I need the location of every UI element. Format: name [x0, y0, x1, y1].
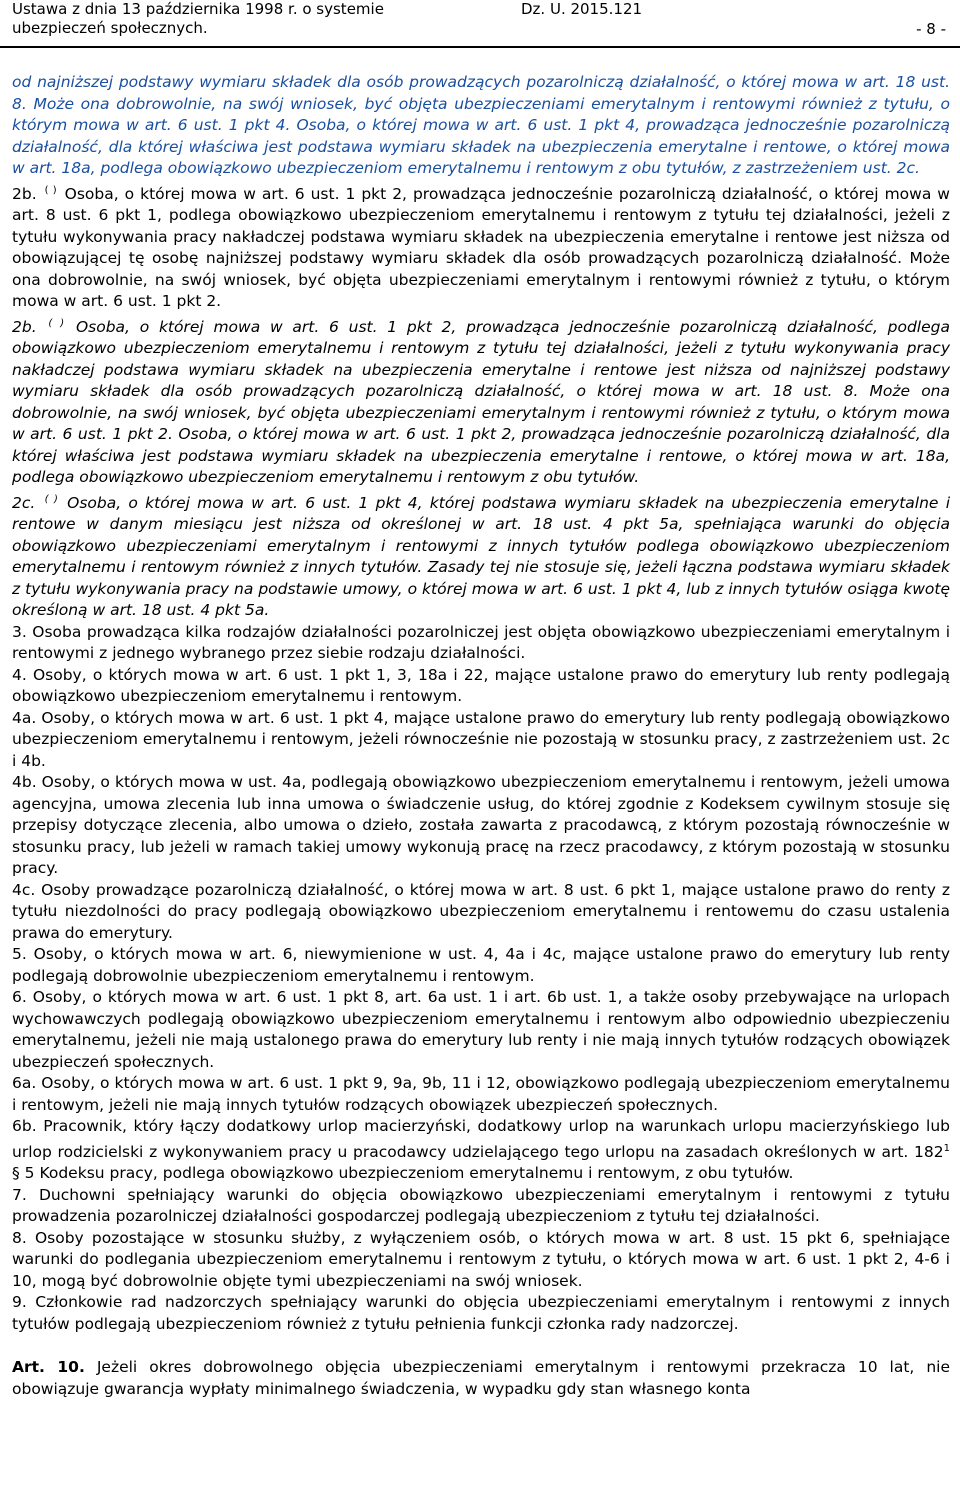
article-10	[12, 1357, 950, 1400]
paragraph-text-part1: 6b. Pracownik, który łączy dodatkowy urlop macierzyński, dodatkowy urlop na warunkach urlopu macierzyńskiego lub urlop rodzicielski z wykonywaniem pracy u pracodawcy udzielającego tego urlopu na zasadach określonych w art. 182	[12, 1117, 950, 1161]
paragraph-continuation: od najniższej podstawy wymiaru składek dla osób prowadzących pozarolniczą działalność, o której mowa w art. 18 ust. 8. Może ona dobrowolnie, na swój wniosek, być objęta ubezpieczeniami emerytalnym i rentowymi również z tytułu, o którym mowa w art. 6 ust. 1 pkt 4. Osoba, o której mowa w art. 6 ust. 1 pkt 4, prowadząca jednocześnie pozarolniczą działalność, dla której właściwa jest podstawa wymiaru składek na ubezpieczenia emerytalne i rentowe, o której mowa w art. 18a, podlega obowiązkowo ubezpieczeniom emerytalnemu i rentowym z obu tytułów, z zastrzeżeniem ust. 2c.	[12, 73, 950, 177]
amendment-marker: ( )	[44, 493, 58, 505]
paragraph-2c	[12, 489, 950, 622]
article-heading: Art. 10.	[12, 1358, 85, 1376]
paragraph-8: 8. Osoby pozostające w stosunku służby, z wyłączeniem osób, o których mowa w art. 8 ust. 15 pkt 6, spełniające warunki do podlegania ubezpieczeniom emerytalnemu i rentowym z tytułu, o których mowa w art. 6 ust. 1 pkt 2, 4-6 i 10, mogą być dobrowolnie objęte tymi ubezpieczeniami na swój wniosek.	[12, 1228, 950, 1290]
paragraph-number: 2c.	[12, 493, 36, 512]
paragraph-7: 7. Duchowni spełniający warunki do objęcia obowiązkowo ubezpieczeniami emerytalnym i rentowymi z tytułu prowadzenia pozarolniczej działalności gospodarczej podlegają ubezpieczeniom z tytułu tej działalności.	[12, 1185, 950, 1225]
journal-reference: Dz. U. 2015.121	[521, 0, 643, 18]
paragraph-5: 5. Osoby, o których mowa w art. 6, niewymienione w ust. 4, 4a i 4c, mające ustalone prawo do emerytury lub renty podlegają dobrowolnie ubezpieczeniom emerytalnemu i rentowym.	[12, 945, 950, 985]
paragraph-4: 4. Osoby, o których mowa w art. 6 ust. 1 pkt 1, 3, 18a i 22, mające ustalone prawo do emerytury lub renty podlegają obowiązkowo ubezpieczeniom emerytalnemu i rentowym.	[12, 665, 950, 705]
paragraph-6b	[12, 1116, 950, 1185]
paragraph-number: 2b.	[12, 184, 37, 203]
superscript: 1	[943, 1142, 950, 1154]
document-title	[12, 0, 384, 38]
article-text: Jeżeli okres dobrowolnego objęcia ubezpieczeniami emerytalnym i rentowymi przekracza 10 lat, nie obowiązuje gwarancja wypłaty minimalnego świadczenia, w wypadku gdy stan własnego konta	[12, 1358, 950, 1398]
document-body	[12, 72, 950, 1400]
paragraph-2b-second	[12, 313, 950, 489]
document-title-line2: ubezpieczeń społecznych.	[12, 19, 208, 37]
paragraph-4a: 4a. Osoby, o których mowa w art. 6 ust. 1 pkt 4, mające ustalone prawo do emerytury lub renty podlegają obowiązkowo ubezpieczeniom emerytalnemu i rentowym, jeżeli równocześnie nie pozostają w stosunku pracy, z zastrzeżeniem ust. 2c i 4b.	[12, 708, 950, 770]
paragraph-3: 3. Osoba prowadząca kilka rodzajów działalności pozarolniczej jest objęta obowiązkowo ubezpieczeniami emerytalnym i rentowymi z jednego wybranego przez siebie rodzaju działalności.	[12, 622, 950, 662]
paragraph-4b: 4b. Osoby, o których mowa w ust. 4a, podlegają obowiązkowo ubezpieczeniom emerytalnemu i rentowym, jeżeli umowa agencyjna, umowa zlecenia lub inna umowa o świadczenie usług, do której zgodnie z Kodeksem cywilnym stosuje się przepisy dotyczące zlecenia, albo umowa o dzieło, została zawarta z pracodawcą, z którym pozostają równocześnie w stosunku pracy, lub jeżeli w ramach takiej umowy wykonują pracę na rzecz pracodawcy, z którym pozostają w stosunku pracy.	[12, 773, 950, 877]
paragraph-6: 6. Osoby, o których mowa w art. 6 ust. 1 pkt 8, art. 6a ust. 1 i art. 6b ust. 1, a także osoby przebywające na urlopach wychowawczych podlegają obowiązkowo ubezpieczeniom emerytalnemu i rentowym albo odpowiednio ubezpieczeniu emerytalnemu, jeżeli nie mają ustalonego prawa do emerytury lub renty i nie mają innych tytułów rodzących obowiązek ubezpieczeń społecznych.	[12, 988, 950, 1071]
amendment-marker: ( )	[44, 184, 57, 196]
document-title-line1: Ustawa z dnia 13 października 1998 r. o systemie	[12, 0, 384, 18]
paragraph-number: 2b.	[12, 317, 37, 336]
paragraph-text: Osoba, o której mowa w art. 6 ust. 1 pkt 4, której podstawa wymiaru składek na ubezpieczenia emerytalne i rentowe w danym miesiącu jest niższa od określonej w art. 18 ust. 4 pkt 5a, spełniająca warunki do objęcia obowiązkowo ubezpieczeniami emerytalnym i rentowymi z innych tytułów podlega obowiązkowo ubezpieczeniom emerytalnemu i rentowym również z innych tytułów. Zasady tej nie stosuje się, jeżeli łączna podstawa wymiaru składek z tytułu wykonywania pracy na podstawie umowy, o której mowa w art. 6 ust. 1 pkt 4, lub z innych tytułów osiąga kwotę określoną w art. 18 ust. 4 pkt 5a.	[12, 493, 951, 619]
paragraph-text: Osoba, o której mowa w art. 6 ust. 1 pkt 2, prowadząca jednocześnie pozarolniczą działalność, o której mowa w art. 8 ust. 6 pkt 1, podlega obowiązkowo ubezpieczeniom emerytalnemu i rentowym z tytułu tej działalności, jeżeli z tytułu wykonywania pracy nakładczej podstawa wymiaru składek na ubezpieczenia emerytalne i rentowe jest niższa od obowiązującej tę osobę najniższej podstawy wymiaru składek dla osób prowadzących pozarolniczą działalność. Może ona dobrowolnie, na swój wniosek, być objęta ubezpieczeniami emerytalnym i rentowymi również z tytułu, o którym mowa w art. 6 ust. 1 pkt 2.	[12, 184, 950, 310]
page-header	[0, 0, 960, 48]
amendment-marker: ( )	[48, 317, 65, 329]
paragraph-text: Osoba, o której mowa w art. 6 ust. 1 pkt 2, prowadząca jednocześnie pozarolniczą działalność, podlega obowiązkowo ubezpieczeniom emerytalnemu i rentowym z tytułu tej działalności, jeżeli z tytułu wykonywania pracy nakładczej podstawa wymiaru składek na ubezpieczenia emerytalne i rentowe jest niższa od najniższej podstawy wymiaru składek dla osób prowadzących pozarolniczą działalność, o której mowa w art. 18 ust. 8. Może ona dobrowolnie, na swój wniosek, być objęta ubezpieczeniami emerytalnym i rentowymi również z tytułu, o którym mowa w art. 6 ust. 1 pkt 2. Osoba, o której mowa w art. 6 ust. 1 pkt 2, prowadząca jednocześnie pozarolniczą działalność, dla której właściwa jest podstawa wymiaru składek na ubezpieczenia emerytalne i rentowe, o której mowa w art. 18a, podlega obowiązkowo ubezpieczeniom emerytalnemu i rentowym z obu tytułów.	[12, 317, 950, 486]
paragraph-6a: 6a. Osoby, o których mowa w art. 6 ust. 1 pkt 9, 9a, 9b, 11 i 12, obowiązkowo podlegają ubezpieczeniom emerytalnemu i rentowym, jeżeli nie mają innych tytułów rodzących obowiązek ubezpieczeń społecznych.	[12, 1074, 950, 1114]
page-number: - 8 -	[916, 20, 946, 38]
paragraph-9: 9. Członkowie rad nadzorczych spełniający warunki do objęcia ubezpieczeniami emerytalnym i rentowymi z innych tytułów podlegają ubezpieczeniom również z tytułu pełnienia funkcji członka rady nadzorczej.	[12, 1293, 950, 1333]
paragraph-4c: 4c. Osoby prowadzące pozarolniczą działalność, o której mowa w art. 8 ust. 6 pkt 1, mające ustalone prawo do renty z tytułu niezdolności do pracy podlegają obowiązkowo ubezpieczeniom emerytalnemu i rentowemu do czasu ustalenia prawa do emerytury.	[12, 880, 950, 942]
paragraph-2b-first	[12, 180, 950, 313]
paragraph-text-part2: § 5 Kodeksu pracy, podlega obowiązkowo ubezpieczeniom emerytalnemu i rentowym, z obu tytułów.	[12, 1164, 794, 1182]
